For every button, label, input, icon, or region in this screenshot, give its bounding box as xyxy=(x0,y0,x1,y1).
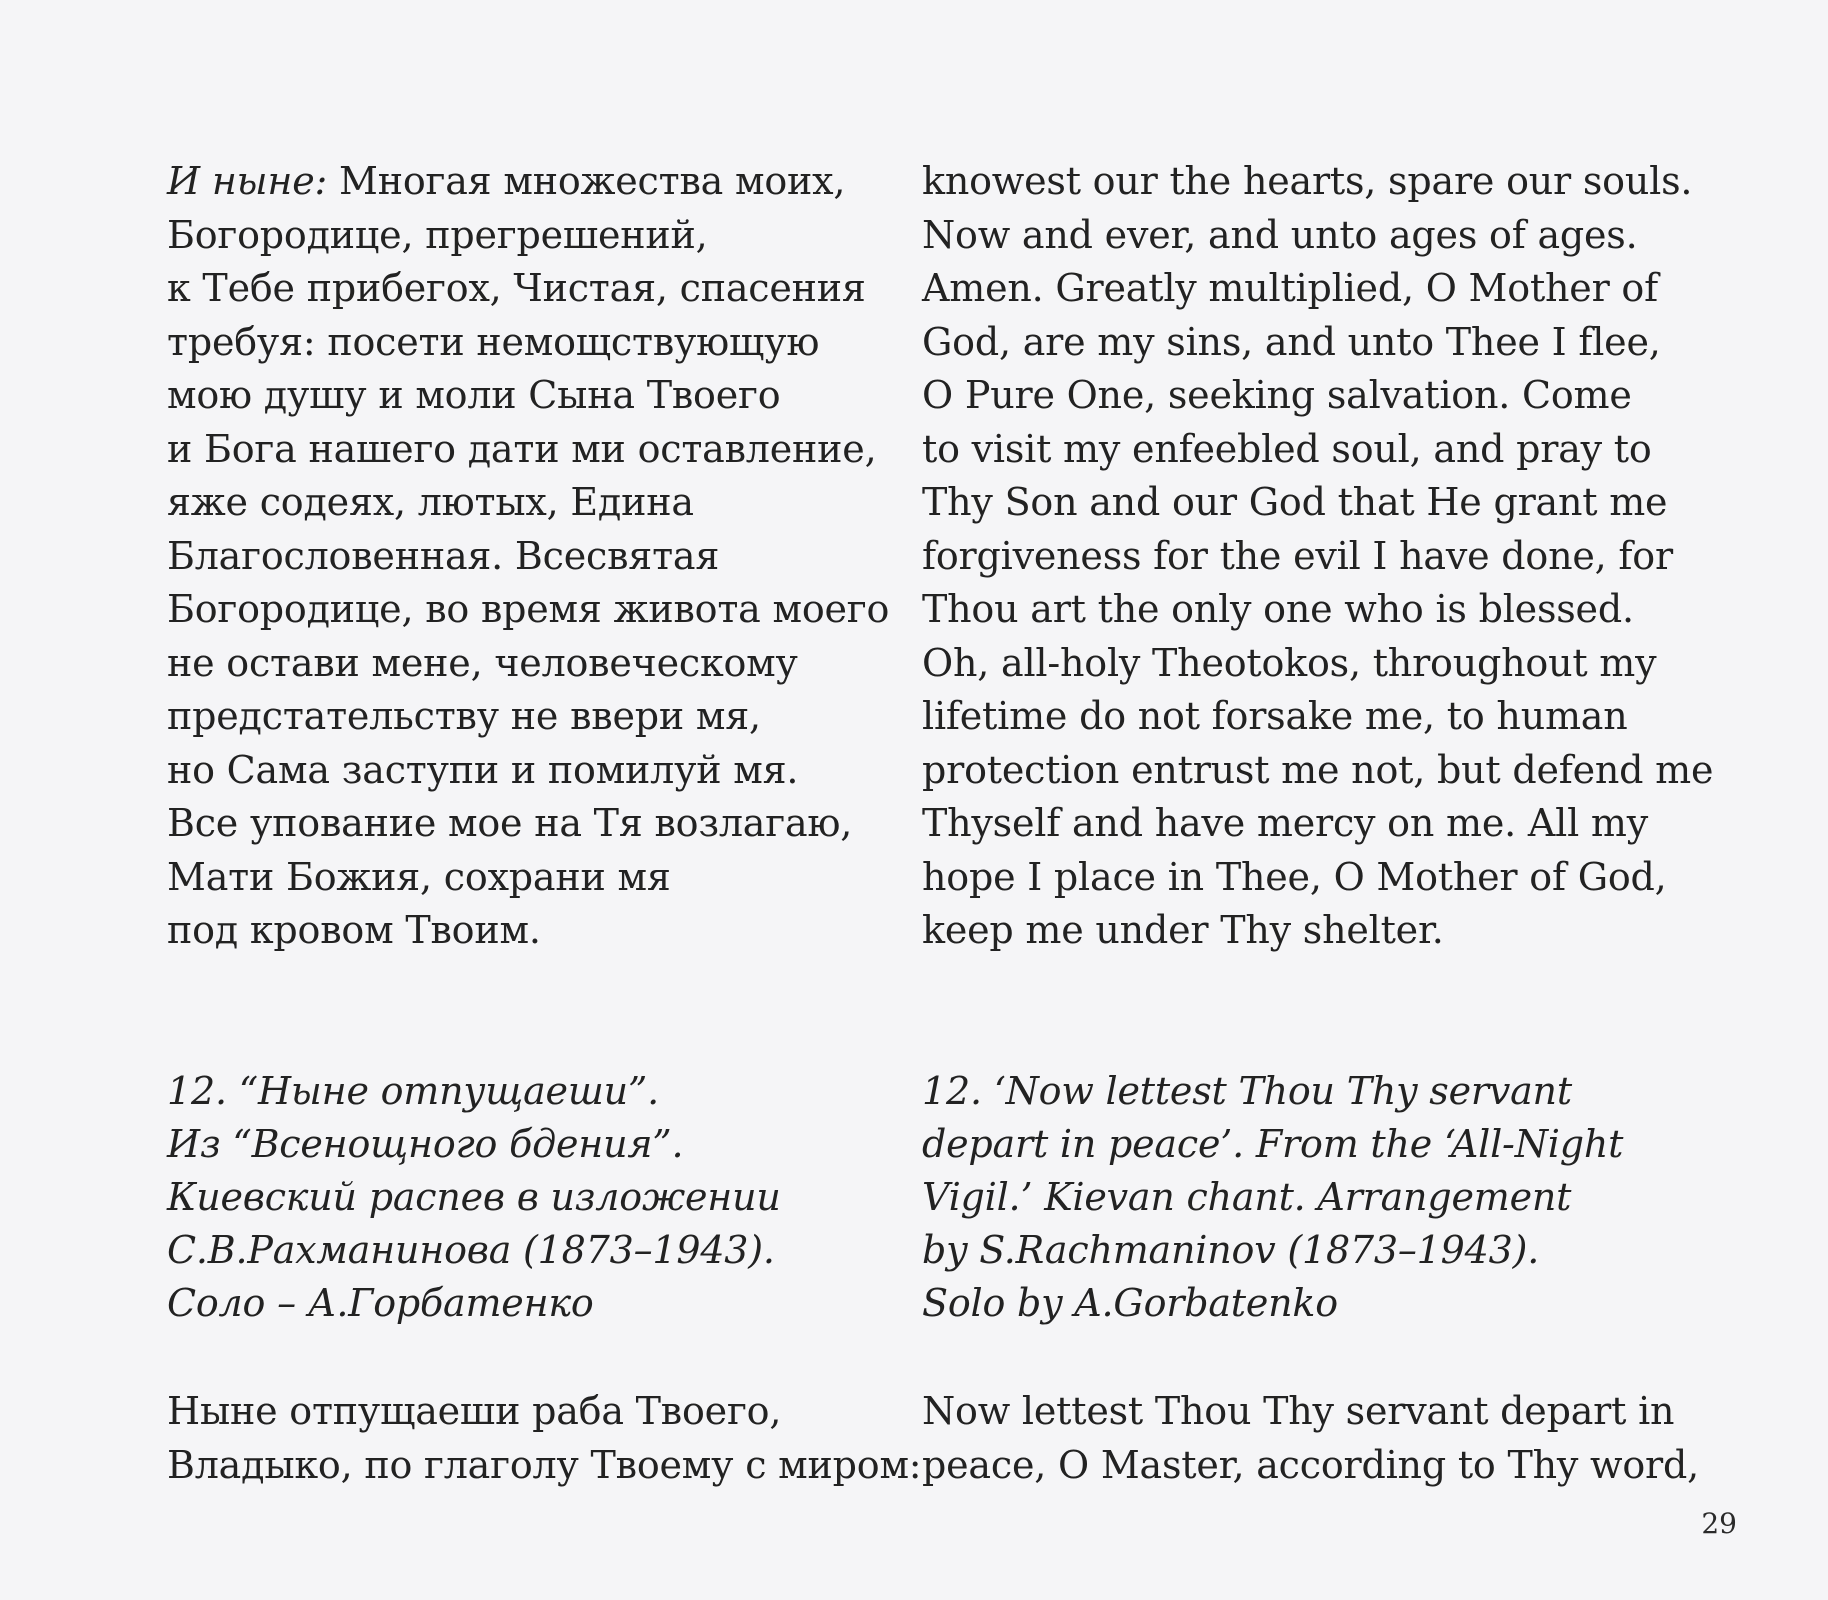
stanza-line: Богородице, во время живота моего xyxy=(167,587,890,631)
stanza-line: мою душу и моли Сына Твоего xyxy=(167,373,781,417)
stanza-line: Благословенная. Всесвятая xyxy=(167,533,720,578)
heading-line: 12. “Ныне отпущаеши”. xyxy=(167,1069,660,1113)
heading-line: Из “Всенощного бдения”. xyxy=(167,1122,684,1166)
heading-line: 12. ‘Now lettest Thou Thy servant xyxy=(922,1069,1572,1113)
stanza-line: keep me under Thy shelter. xyxy=(922,908,1444,952)
text-line: Владыко, по глаголу Твоему с миром: xyxy=(167,1442,922,1487)
russian-track-heading xyxy=(167,1065,887,1330)
stanza-line: Thyself and have mercy on me. All my xyxy=(922,801,1649,845)
stanza-line: O Pure One, seeking salvation. Come xyxy=(922,373,1632,417)
heading-line: Solo by A.Gorbatenko xyxy=(922,1281,1338,1325)
stanza-line: но Сама заступи и помилуй мя. xyxy=(167,747,799,792)
russian-text xyxy=(167,1385,922,1492)
stanza-line: и Бога нашего дати ми оставление, xyxy=(167,426,877,471)
heading-line: depart in peace’. From the ‘All-Night xyxy=(922,1122,1624,1166)
stanza-line: яже содеях, лютых, Едина xyxy=(167,480,694,524)
stanza-line: God, are my sins, and unto Thee I flee, xyxy=(922,319,1661,364)
heading-line: by S.Rachmaninov (1873–1943). xyxy=(922,1228,1540,1272)
text-line: Ныне отпущаеши раба Твоего, xyxy=(167,1389,782,1433)
page-number: 29 xyxy=(1701,1507,1737,1540)
stanza-intro: И ныне: xyxy=(167,159,328,203)
stanza-line: Мати Божия, сохрани мя xyxy=(167,854,671,899)
stanza-line: hope I place in Thee, O Mother of God, xyxy=(922,854,1667,899)
stanza-line: Now and ever, and unto ages of ages. xyxy=(922,212,1638,257)
stanza-line: Все упование мое на Тя возлагаю, xyxy=(167,801,853,845)
stanza-line: to visit my enfeebled soul, and pray to xyxy=(922,426,1652,471)
text-line: peace, O Master, according to Thy word, xyxy=(922,1442,1699,1487)
stanza-line: предстательству не ввери мя, xyxy=(167,694,761,738)
stanza-line: не остави мене, человеческому xyxy=(167,640,798,685)
stanza-line: Thou art the only one who is blessed. xyxy=(922,587,1634,631)
stanza-line xyxy=(167,155,887,209)
stanza-line: к Тебе прибегох, Чистая, спасения xyxy=(167,266,866,310)
stanza-line: Богородице, прегрешений, xyxy=(167,212,708,257)
english-text xyxy=(922,1385,1742,1492)
stanza-line: Thy Son and our God that He grant me xyxy=(922,480,1668,524)
stanza-line: Oh, all-holy Theotokos, throughout my xyxy=(922,640,1657,685)
english-stanza xyxy=(922,155,1742,958)
heading-line: С.В.Рахманинова (1873–1943). xyxy=(167,1228,775,1272)
stanza-line: forgiveness for the evil I have done, for xyxy=(922,533,1673,578)
stanza-line: требуя: посети немощствующую xyxy=(167,319,820,364)
stanza-line: Amen. Greatly multiplied, O Mother of xyxy=(922,266,1658,310)
text-line: Now lettest Thou Thy servant depart in xyxy=(922,1389,1675,1433)
english-track-heading xyxy=(922,1065,1742,1330)
stanza-line: knowest our the hearts, spare our souls. xyxy=(922,159,1693,203)
heading-line: Киевский распев в изложении xyxy=(167,1175,781,1219)
heading-line: Соло – А.Горбатенко xyxy=(167,1281,594,1325)
heading-line: Vigil.’ Kievan chant. Arrangement xyxy=(922,1175,1572,1219)
stanza-line: lifetime do not forsake me, to human xyxy=(922,694,1628,738)
stanza-first-line: Многая множества моих, xyxy=(327,159,846,203)
stanza-line: под кровом Твоим. xyxy=(167,908,541,952)
russian-stanza xyxy=(167,155,890,958)
stanza-line: protection entrust me not, but defend me xyxy=(922,747,1714,792)
